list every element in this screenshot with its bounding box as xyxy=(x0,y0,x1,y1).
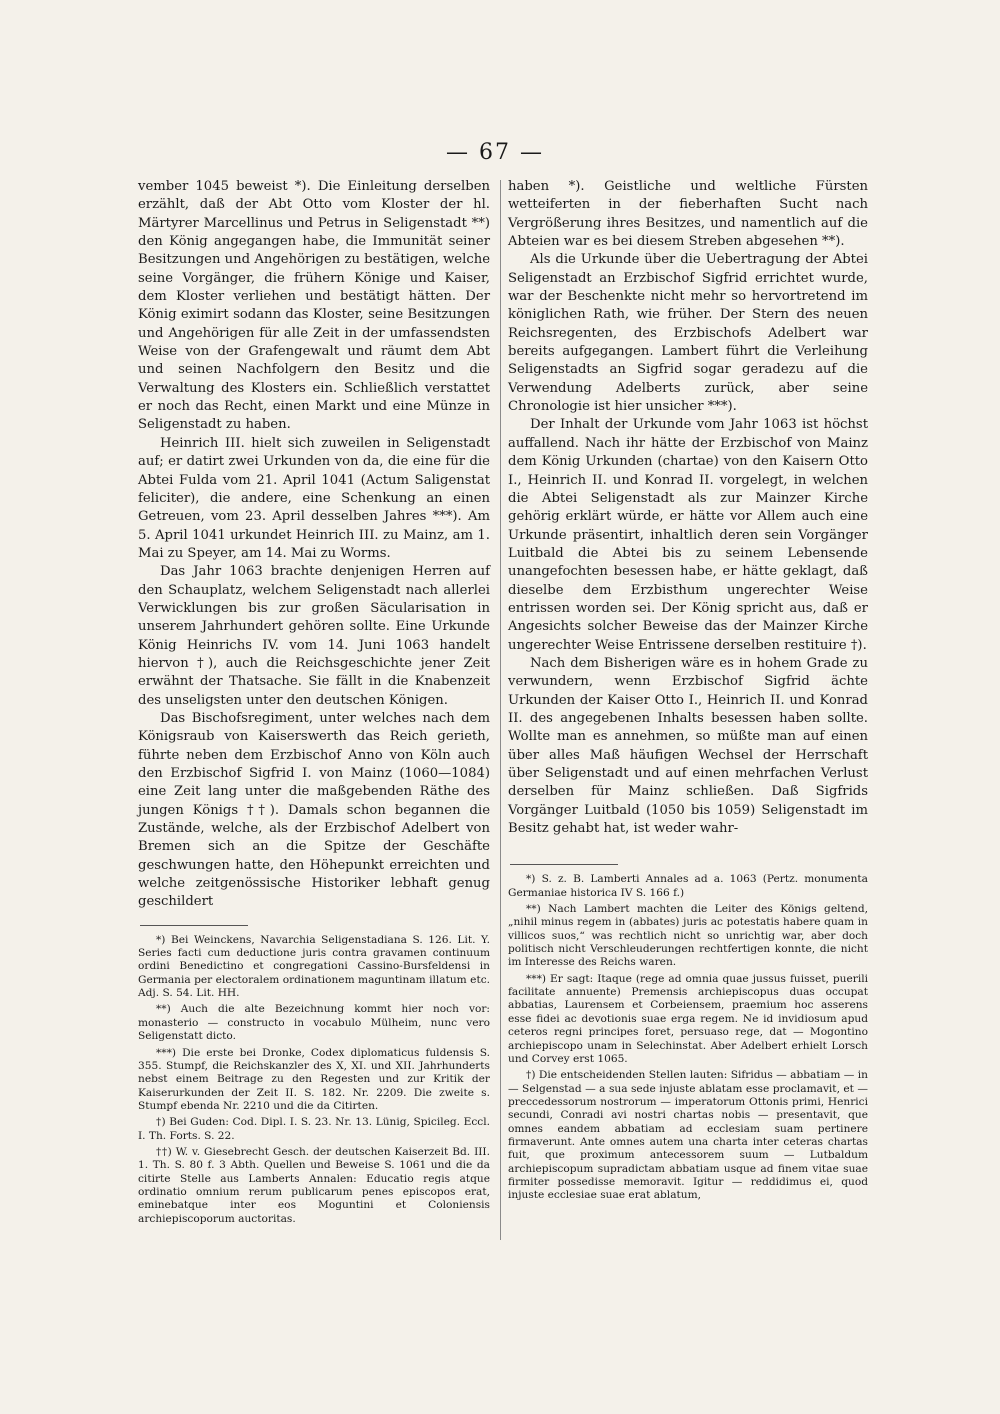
paragraph: Das Jahr 1063 brachte denjenigen Herren auf den Schauplatz, welchem Seligenstadt nach allerlei Verwicklungen bis zur großen Säcularisation in unserem Jahrhundert gehören sollte. Eine Urkunde König Heinrichs IV. vom 14. Juni 1063 handelt hiervon †), auch die Reichsgeschichte jener Zeit erwähnt der Thatsache. Sie fällt in die Knabenzeit des unseligsten unter den deutschen Königen. xyxy=(138,564,490,708)
footnote: **) Auch die alte Bezeichnung kommt hier noch vor: monasterio — constructo in vocabulo Mülheim, nunc vero Seligenstatt dicto. xyxy=(138,1003,490,1043)
left-footnotes xyxy=(138,934,490,1226)
footnote: *) S. z. B. Lamberti Annales ad a. 1063 (Pertz. monumenta Germaniae historica IV S. 166 f.) xyxy=(508,873,868,899)
paragraph: haben *). Geistliche und weltliche Fürsten wetteiferten in der fieberhaften Sucht nach Vergrößerung ihres Besitzes, und namentlich auf die Abteien war es bei diesem Streben abgesehen **). xyxy=(508,179,868,250)
right-column xyxy=(508,178,868,1206)
paragraph: Der Inhalt der Urkunde vom Jahr 1063 ist höchst auffallend. Nach ihr hätte der Erzbischof von Mainz dem König Urkunden (chartae) von den Kaisern Otto I., Heinrich II. und Konrad II. vorgelegt, in welchen die Abtei Seligenstadt als zur Mainzer Kirche gehörig erklärt würde, er hätte vor Allem auch eine Urkunde präsentirt, inhaltlich deren sein Vorgänger Luitbald die Abtei bis zu seinem Lebensende unangefochten besessen habe, er hätte geklagt, daß dieselbe dem Erzbisthum ungerechter Weise entrissen worden sei. Der König spricht aus, daß er Angesichts solcher Beweise das der Mainzer Kirche ungerechter Weise Entrissene derselben restituire †). xyxy=(508,417,868,653)
left-column xyxy=(138,178,490,1229)
right-footnotes xyxy=(508,873,868,1202)
footnote: ††) W. v. Giesebrecht Gesch. der deutschen Kaiserzeit Bd. III. 1. Th. S. 80 f. 3 Abth. Quellen und Beweise S. 1061 und die da citirte Stelle aus Lamberts Annalen: Educatio regis atque ordinatio omnium rerum publicarum penes episcopos erat, eminebatque inter eos Moguntini et Coloniensis archiepiscoporum auctoritas. xyxy=(138,1145,490,1225)
paragraph: Das Bischofsregiment, unter welches nach dem Königsraub von Kaiserswerth das Reich gerieth, führte neben dem Erzbischof Anno von Köln auch den Erzbischof Sigfrid I. von Mainz (1060—1084) eine Zeit lang unter die maßgebenden Räthe des jungen Königs ††). Damals schon begannen die Zustände, welche, als der Erzbischof Adelbert von Bremen sich an die Spitze der Geschäfte geschwungen hatte, den Höhepunkt erreichten und welche zeitgenössische Historiker lebhaft genug geschildert xyxy=(138,710,490,910)
paragraph: Als die Urkunde über die Uebertragung der Abtei Seligenstadt an Erzbischof Sigfrid errichtet wurde, war der Beschenkte nicht mehr so hervortretend im königlichen Rath, wie früher. Der Stern des neuen Reichsregenten, des Erzbischofs Adelbert war bereits aufgegangen. Lambert führt die Verleihung Seligenstadts an Sigfrid sogar geradezu auf die Verwendung Adelberts zurück, aber seine Chronologie ist hier unsicher ***). xyxy=(508,252,868,415)
footnote: ***) Die erste bei Dronke, Codex diplomaticus fuldensis S. 355. Stumpf, die Reichskanzler des X, XI. und XII. Jahrhunderts nebst einem Beitrage zu den Regesten und zur Kritik der Kaiserurkunden der Zeit II. S. 182. Nr. 2209. Die zweite s. Stumpf ebenda Nr. 2210 und die da Citirten. xyxy=(138,1046,490,1112)
left-body-text xyxy=(138,178,490,912)
footnote: ***) Er sagt: Itaque (rege ad omnia quae jussus fuisset, puerili facilitate annuente) Premensis archiepiscopus duas occupat abbatias, Laurensem et Corbeiensem, praemium hoc asserens esse fidei ac devotionis suae erga regem. Ne id invidiosum apud ceteros regni principes foret, persuaso rege, dat — Mogontino archiepiscopo unam in Selechinstat. Aber Adelbert erhielt Lorsch und Corvey erst 1065. xyxy=(508,972,868,1065)
footnote: **) Nach Lambert machten die Leiter des Königs geltend, „nihil minus regem in (abbates) juris ac potestatis habere quam in villicos suos,“ was rechtlich nicht so unrichtig war, aber doch politisch nicht Verschleuderungen rechtfertigen konnte, die nicht im Interesse des Reichs waren. xyxy=(508,903,868,969)
paragraph: Heinrich III. hielt sich zuweilen in Seligenstadt auf; er datirt zwei Urkunden von da, die eine für die Abtei Fulda vom 21. April 1041 (Actum Saligenstat feliciter), die andere, eine Schenkung an einen Getreuen, vom 23. April desselben Jahres ***). Am 5. April 1041 urkundet Heinrich III. zu Mainz, am 1. Mai zu Speyer, am 14. Mai zu Worms. xyxy=(138,435,490,561)
footnote-divider xyxy=(140,925,248,926)
right-body-text xyxy=(508,178,868,838)
footnote: *) Bei Weinckens, Navarchia Seligenstadiana S. 126. Lit. Y. Series facti cum deductione juris contra gravamen continuum ordini Benedictino et congregationi Cassino-Bursfeldensi in Germania per electoralem ordinationem maguntinam illatum etc. Adj. S. 54. Lit. HH. xyxy=(138,933,490,1000)
page-number: — 67 — xyxy=(446,140,544,165)
paragraph: vember 1045 beweist *). Die Einleitung derselben erzählt, daß der Abt Otto vom Kloster der hl. Märtyrer Marcellinus und Petrus in Seligenstadt **) den König angegangen habe, die Immunität seiner Besitzungen und Angehörigen zu bestätigen, welche seine Vorgänger, die frühern Könige und Kaiser, dem Kloster verliehen und bestätigt hätten. Der König eximirt sodann das Kloster, seine Besitzungen und Angehörigen für alle Zeit in der umfassendsten Weise von der Grafengewalt und räumt dem Abt und seinen Nachfolgern den Besitz und die Verwaltung des Klosters ein. Schließlich verstattet er noch das Recht, einen Markt und eine Münze in Seligenstadt zu haben. xyxy=(138,179,490,433)
footnote: †) Die entscheidenden Stellen lauten: Sifridus — abbatiam — in — Selgenstad — a sua sede injuste ablatam esse proclamavit, et — preccedessorum nostrorum — imperatorum Ottonis primi, Henrici secundi, Conradi avi nostri chartas nobis — presentavit, que omnes eandem abbatiam ad ecclesiam suam pertinere firmaverunt. Ante omnes autem una charta inter ceteras chartas fuit, que proximum antecessorem suum — Lutbaldum archiepiscopum supradictam abbatiam usque ad finem vitae suae firmiter possedisse memoravit. Igitur — reddidimus ei, quod injuste ecclesiae suae erat ablatum, xyxy=(508,1069,868,1202)
paragraph: Nach dem Bisherigen wäre es in hohem Grade zu verwundern, wenn Erzbischof Sigfrid ächte Urkunden der Kaiser Otto I., Heinrich II. und Konrad II. des angegebenen Inhalts besessen haben sollte. Wollte man es annehmen, so müßte man auf einen über alles Maß häufigen Wechsel der Herrschaft über Seligenstadt und auf einen mehrfachen Verlust derselben für Mainz schließen. Daß Sigfrids Vorgänger Luitbald (1050 bis 1059) Seligenstadt im Besitz gehabt hat, ist weder wahr- xyxy=(508,655,868,837)
footnote-divider xyxy=(510,864,618,865)
column-divider xyxy=(500,180,501,1240)
footnote: †) Bei Guden: Cod. Dipl. I. S. 23. Nr. 13. Lünig, Spicileg. Eccl. I. Th. Forts. S. 22. xyxy=(138,1116,490,1142)
